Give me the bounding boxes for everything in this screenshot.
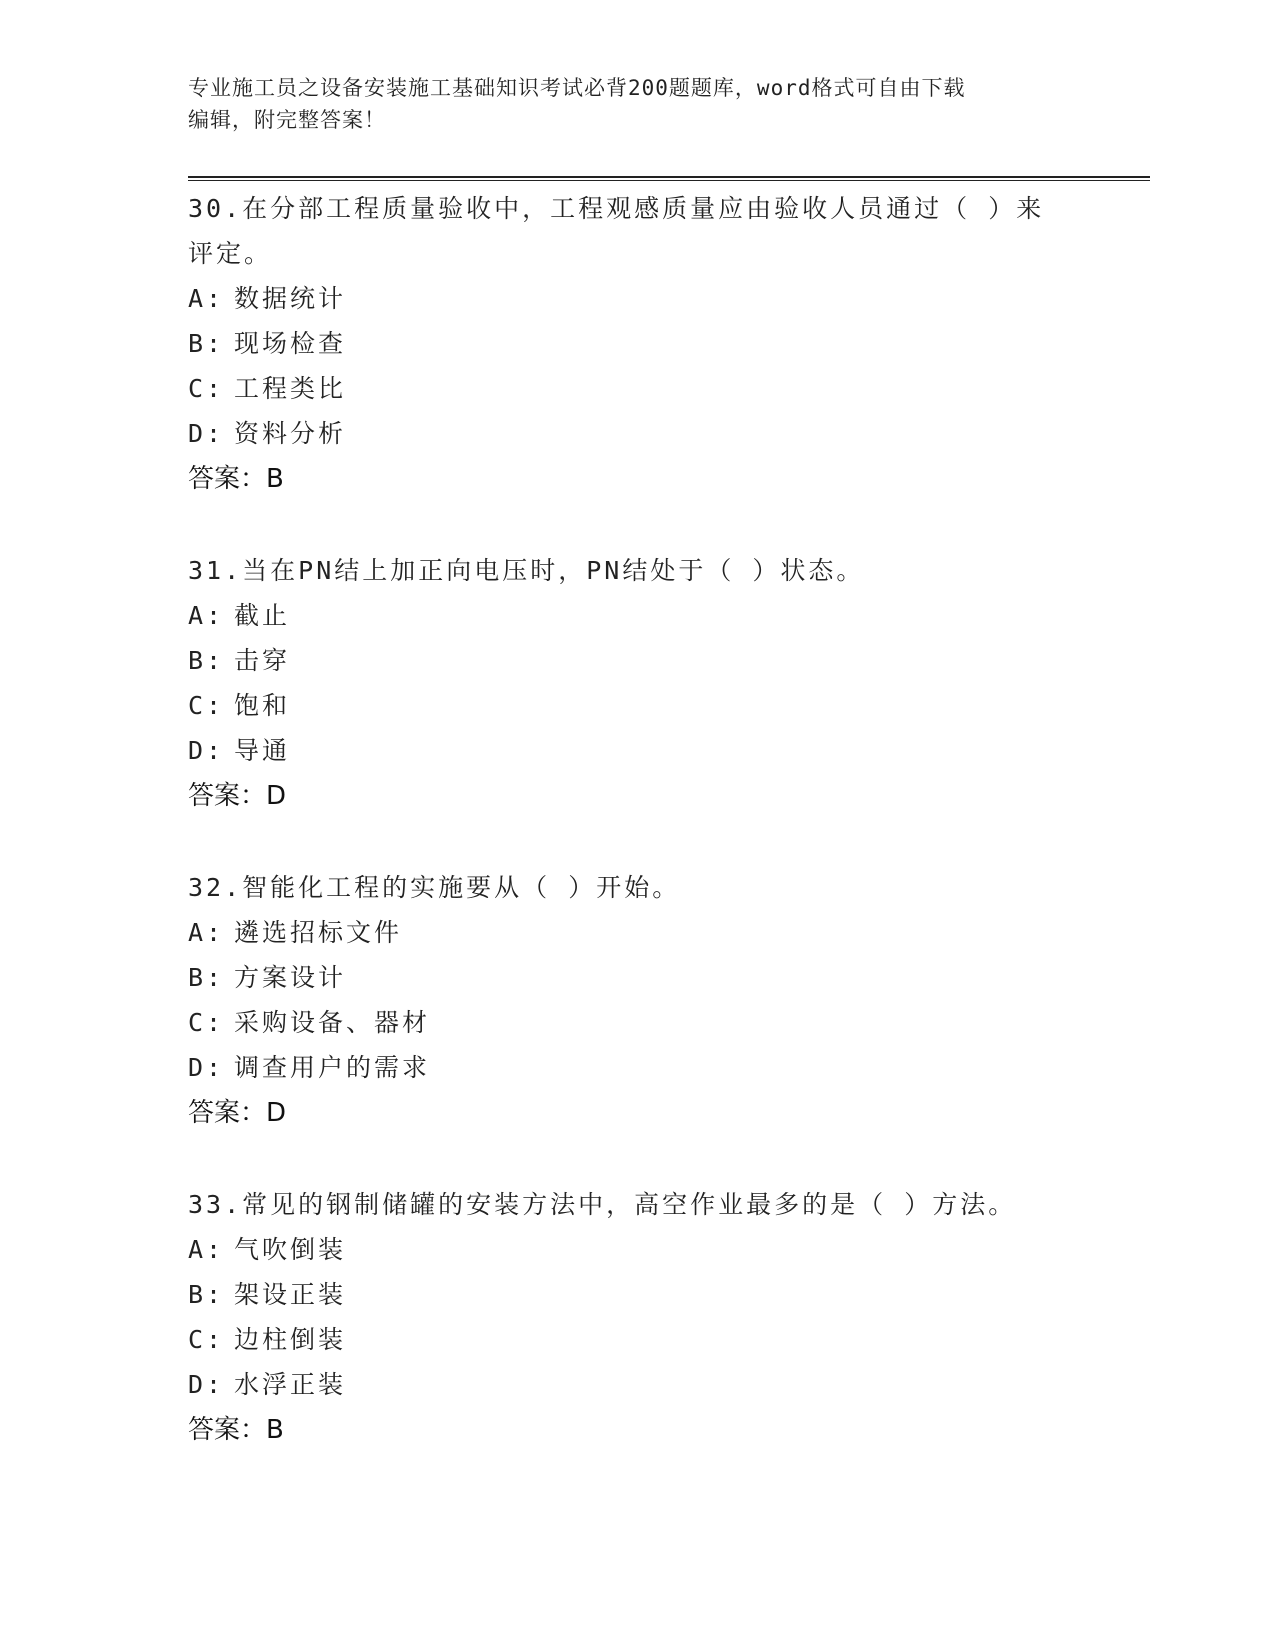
option-text: 遴选招标文件 (234, 918, 403, 947)
option-b (188, 1272, 1088, 1317)
option-letter: D: (188, 1370, 225, 1399)
option-d (188, 1045, 1088, 1090)
option-text: 导通 (234, 736, 291, 765)
document-header (188, 72, 1068, 136)
option-text: 调查用户的需求 (234, 1053, 431, 1082)
option-letter: B: (188, 329, 225, 358)
option-d (188, 728, 1088, 773)
question-list (188, 186, 1088, 1499)
option-letter: B: (188, 646, 225, 675)
answer-line: 答案：B (188, 464, 284, 494)
option-letter: B: (188, 963, 225, 992)
option-c (188, 683, 1088, 728)
option-text: 现场检查 (234, 329, 347, 358)
option-letter: A: (188, 918, 225, 947)
option-a (188, 593, 1088, 638)
option-b (188, 321, 1088, 366)
option-c (188, 1317, 1088, 1362)
option-letter: C: (188, 374, 225, 403)
question-stem: 33.常见的钢制储罐的安装方法中，高空作业最多的是（ ）方法。 (188, 1190, 1017, 1219)
option-a (188, 910, 1088, 955)
option-text: 数据统计 (234, 284, 347, 313)
question-33 (188, 1182, 1088, 1453)
option-a (188, 1227, 1088, 1272)
option-text: 采购设备、器材 (234, 1008, 431, 1037)
option-text: 架设正装 (234, 1280, 347, 1309)
option-letter: C: (188, 1008, 225, 1037)
option-text: 边柱倒装 (234, 1325, 347, 1354)
question-stem: 31.当在PN结上加正向电压时，PN结处于（ ）状态。 (188, 556, 865, 585)
question-stem: 30.在分部工程质量验收中，工程观感质量应由验收人员通过（ ）来 (188, 194, 1045, 223)
option-d (188, 411, 1088, 456)
option-c (188, 1000, 1088, 1045)
answer-line: 答案：D (188, 1098, 287, 1128)
option-letter: C: (188, 691, 225, 720)
option-text: 工程类比 (234, 374, 347, 403)
question-stem: 32.智能化工程的实施要从（ ）开始。 (188, 873, 681, 902)
option-letter: A: (188, 284, 225, 313)
answer-line: 答案：B (188, 1415, 284, 1445)
option-text: 方案设计 (234, 963, 347, 992)
answer-line: 答案：D (188, 781, 287, 811)
option-a (188, 276, 1088, 321)
option-b (188, 955, 1088, 1000)
option-text: 击穿 (234, 646, 291, 675)
option-text: 水浮正装 (234, 1370, 347, 1399)
option-d (188, 1362, 1088, 1407)
option-letter: A: (188, 601, 225, 630)
question-32 (188, 865, 1088, 1136)
option-text: 截止 (234, 601, 291, 630)
header-line-2: 编辑，附完整答案！ (188, 108, 386, 132)
question-stem-continued: 评定。 (188, 239, 273, 268)
option-text: 气吹倒装 (234, 1235, 347, 1264)
option-letter: B: (188, 1280, 225, 1309)
question-30 (188, 186, 1088, 502)
option-text: 饱和 (234, 691, 291, 720)
question-31 (188, 548, 1088, 819)
header-divider (188, 176, 1150, 181)
option-c (188, 366, 1088, 411)
option-letter: D: (188, 736, 225, 765)
option-letter: A: (188, 1235, 225, 1264)
option-letter: C: (188, 1325, 225, 1354)
option-letter: D: (188, 1053, 225, 1082)
option-b (188, 638, 1088, 683)
option-letter: D: (188, 419, 225, 448)
header-line-1: 专业施工员之设备安装施工基础知识考试必背200题题库，word格式可自由下载 (188, 76, 966, 100)
option-text: 资料分析 (234, 419, 347, 448)
